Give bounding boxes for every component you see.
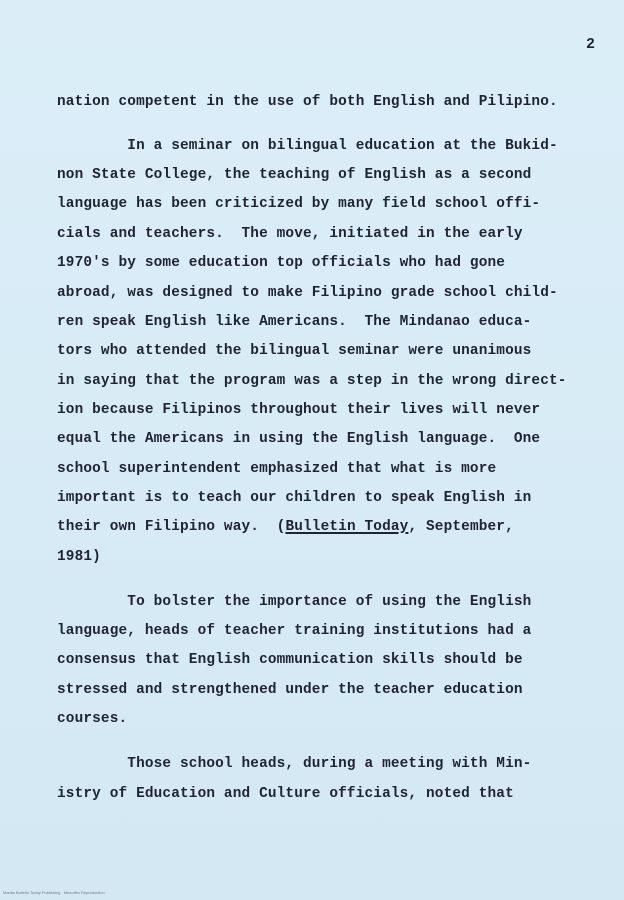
- paragraph-4-line-2: istry of Education and Culture officials, noted that: [57, 786, 514, 802]
- paragraph-2-line-11: equal the Americans in using the English language. One: [57, 431, 541, 447]
- paragraph-2-line-8: tors who attended the bilingual seminar were unanimous: [57, 343, 532, 359]
- paragraph-2-line-1: In a seminar on bilingual education at the Bukid-: [57, 138, 558, 154]
- paragraph-1-line-1: nation competent in the use of both English and Pilipino.: [57, 94, 558, 110]
- paragraph-2-line-7: ren speak English like Americans. The Mindanao educa-: [57, 314, 532, 330]
- paragraph-3-line-3: consensus that English communication skills should be: [57, 652, 523, 668]
- paragraph-3-line-1: To bolster the importance of using the English: [57, 594, 532, 610]
- paragraph-3-line-5: courses.: [57, 711, 128, 727]
- paragraph-2-line-6: abroad, was designed to make Filipino grade school child-: [57, 285, 558, 301]
- paragraph-3-line-2: language, heads of teacher training institutions had a: [57, 623, 532, 639]
- paragraph-2-citation-line: [57, 518, 514, 536]
- page-number: 2: [586, 36, 596, 53]
- paragraph-2-line-4: cials and teachers. The move, initiated in the early: [57, 226, 523, 242]
- paragraph-2-line-13: important is to teach our children to speak English in: [57, 490, 532, 506]
- paragraph-4-line-1: Those school heads, during a meeting with Min-: [57, 756, 532, 772]
- paragraph-2-line-2: non State College, the teaching of English as a second: [57, 167, 532, 183]
- citation-source: Bulletin Today: [285, 519, 409, 535]
- paragraph-2-line-5: 1970's by some education top officials who had gone: [57, 255, 506, 271]
- scan-footer-note: Manila Bulletin Today Publishing · Microfilm Reproduction: [3, 890, 105, 895]
- paragraph-2-line-3: language has been criticized by many field school offi-: [57, 196, 541, 212]
- paragraph-2-line-10: ion because Filipinos throughout their lives will never: [57, 402, 541, 418]
- paragraph-3-line-4: stressed and strengthened under the teacher education: [57, 682, 523, 698]
- citation-prefix: their own Filipino way. (: [57, 519, 286, 535]
- paragraph-2-citation-end: 1981): [57, 549, 101, 565]
- paragraph-2-line-9: in saying that the program was a step in the wrong direct-: [57, 373, 567, 389]
- citation-suffix: , September,: [408, 519, 514, 535]
- paragraph-2-line-12: school superintendent emphasized that what is more: [57, 461, 497, 477]
